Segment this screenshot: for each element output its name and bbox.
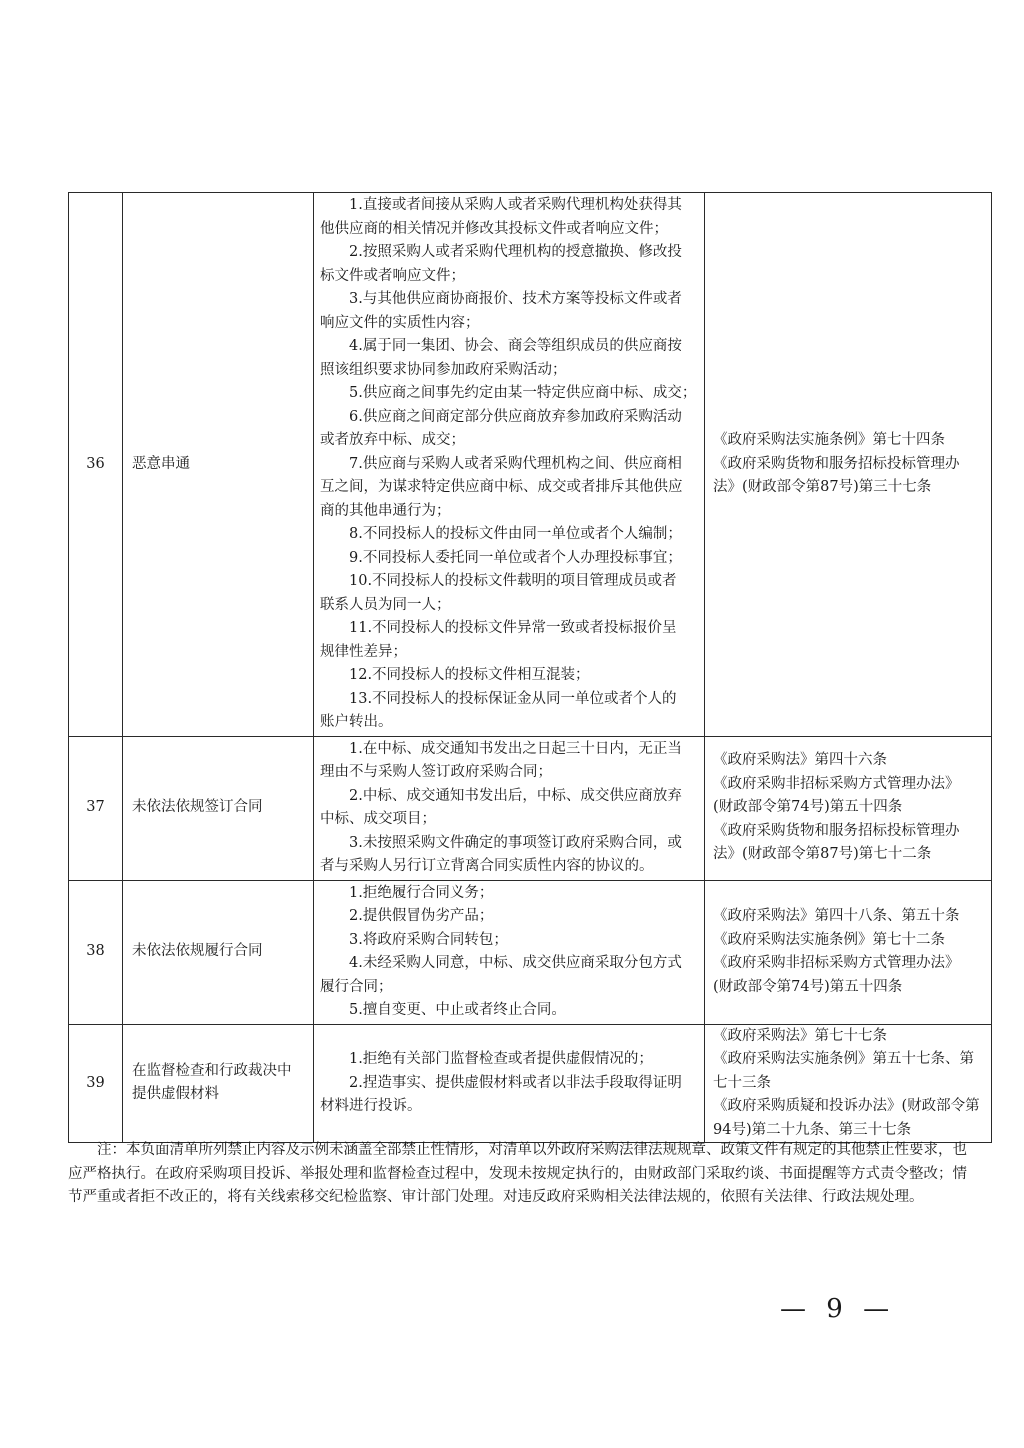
content-line: 照该组织要求协同参加政府采购活动； bbox=[320, 361, 567, 378]
content-line: 1.拒绝有关部门监督检查或者提供虚假情况的； bbox=[349, 1051, 653, 1067]
item-name-line: 在监督检查和行政裁决中 bbox=[132, 1062, 292, 1079]
legal-basis bbox=[705, 193, 992, 737]
content-line: 者与采购人另行订立背离合同实质性内容的协议的。 bbox=[320, 858, 654, 874]
page-number: — 9 — bbox=[780, 1294, 896, 1324]
table-row bbox=[69, 736, 992, 880]
footnote-line: 注：本负面清单所列禁止内容及示例未涵盖全部禁止性情形，对清单以外政府采购法律法规规章、政策文件有规定的其他禁止性要求，也 bbox=[97, 1142, 967, 1158]
content-line: 12.不同投标人的投标文件相互混装； bbox=[349, 667, 590, 683]
basis-line: 《政府采购货物和服务招标投标管理办 bbox=[713, 822, 960, 839]
content-line: 7.供应商与采购人或者采购代理机构之间、供应商相 bbox=[349, 455, 682, 472]
content-line: 3.将政府采购合同转包； bbox=[349, 931, 508, 948]
content-line: 11.不同投标人的投标文件异常一致或者投标报价呈 bbox=[349, 620, 677, 636]
content-line: 5.供应商之间事先约定由某一特定供应商中标、成交； bbox=[349, 385, 697, 401]
content-line: 2.按照采购人或者采购代理机构的授意撤换、修改投 bbox=[349, 244, 682, 260]
item-content bbox=[314, 880, 705, 1024]
basis-line: 《政府采购法实施条例》第五十七条、第 bbox=[713, 1051, 974, 1067]
basis-line: 《政府采购非招标采购方式管理办法》 bbox=[713, 955, 960, 971]
content-line: 规律性差异； bbox=[320, 643, 407, 660]
legal-basis bbox=[705, 880, 992, 1024]
footnote-line: 应严格执行。在政府采购项目投诉、举报处理和监督检查过程中，发现未按规定执行的，由财政部门采取约谈、书面提醒等方式责令整改；情 bbox=[68, 1165, 967, 1182]
content-line: 10.不同投标人的投标文件载明的项目管理成员或者 bbox=[349, 573, 677, 589]
content-line: 3.与其他供应商协商报价、技术方案等投标文件或者 bbox=[349, 291, 682, 307]
content-line: 履行合同； bbox=[320, 978, 393, 995]
basis-line: 《政府采购法》第四十八条、第五十条 bbox=[713, 908, 960, 924]
basis-line: 《政府采购非招标采购方式管理办法》 bbox=[713, 775, 960, 792]
content-line: 或者放弃中标、成交； bbox=[320, 432, 465, 448]
item-name: 未依法依规履行合同 bbox=[123, 880, 314, 1024]
basis-line: 法》(财政部令第87号)第三十七条 bbox=[713, 479, 932, 495]
basis-line: 94号)第二十九条、第三十七条 bbox=[713, 1121, 912, 1138]
content-line: 中标、成交项目； bbox=[320, 811, 436, 827]
content-line: 标文件或者响应文件； bbox=[320, 267, 465, 284]
content-line: 1.在中标、成交通知书发出之日起三十日内，无正当 bbox=[349, 740, 682, 757]
footnote bbox=[68, 1139, 967, 1210]
table-row bbox=[69, 880, 992, 1024]
content-line: 联系人员为同一人； bbox=[320, 596, 451, 613]
content-line: 他供应商的相关情况并修改其投标文件或者响应文件； bbox=[320, 220, 668, 237]
content-line: 互之间，为谋求特定供应商中标、成交或者排斥其他供应 bbox=[320, 479, 683, 495]
basis-line: 法》(财政部令第87号)第七十二条 bbox=[713, 846, 932, 863]
basis-line: 《政府采购法实施条例》第七十二条 bbox=[713, 931, 945, 948]
item-name: 未依法依规签订合同 bbox=[123, 736, 314, 880]
content-line: 材料进行投诉。 bbox=[320, 1098, 422, 1114]
content-line: 2.捏造事实、提供虚假材料或者以非法手段取得证明 bbox=[349, 1074, 682, 1091]
basis-line: 七十三条 bbox=[713, 1074, 771, 1091]
content-line: 6.供应商之间商定部分供应商放弃参加政府采购活动 bbox=[349, 408, 682, 425]
item-name bbox=[123, 1024, 314, 1143]
basis-line: 《政府采购法》第四十六条 bbox=[713, 752, 887, 769]
basis-line: 《政府采购货物和服务招标投标管理办 bbox=[713, 455, 960, 472]
item-name: 恶意串通 bbox=[123, 193, 314, 737]
row-number: 38 bbox=[69, 880, 123, 1024]
row-number: 37 bbox=[69, 736, 123, 880]
content-line: 8.不同投标人的投标文件由同一单位或者个人编制； bbox=[349, 526, 682, 542]
basis-line: (财政部令第74号)第五十四条 bbox=[713, 978, 903, 995]
content-line: 4.属于同一集团、协会、商会等组织成员的供应商按 bbox=[349, 338, 682, 354]
footnote-line: 节严重或者拒不改正的，将有关线索移交纪检监察、审计部门处理。对违反政府采购相关法律法规的，依照有关法律、行政法规处理。 bbox=[68, 1189, 924, 1205]
table-row bbox=[69, 193, 992, 737]
content-line: 5.擅自变更、中止或者终止合同。 bbox=[349, 1002, 566, 1018]
negative-list-table bbox=[68, 192, 992, 1143]
basis-line: 《政府采购质疑和投诉办法》(财政部令第 bbox=[713, 1098, 980, 1114]
content-line: 9.不同投标人委托同一单位或者个人办理投标事宜； bbox=[349, 549, 682, 566]
row-number: 36 bbox=[69, 193, 123, 737]
item-content bbox=[314, 193, 705, 737]
content-line: 商的其他串通行为； bbox=[320, 502, 451, 519]
content-line: 理由不与采购人签订政府采购合同； bbox=[320, 764, 552, 780]
content-line: 响应文件的实质性内容； bbox=[320, 314, 480, 331]
content-line: 1.拒绝履行合同义务； bbox=[349, 884, 494, 901]
legal-basis bbox=[705, 736, 992, 880]
content-line: 2.中标、成交通知书发出后，中标、成交供应商放弃 bbox=[349, 787, 682, 804]
content-line: 账户转出。 bbox=[320, 714, 393, 730]
basis-line: (财政部令第74号)第五十四条 bbox=[713, 799, 903, 816]
item-name-line: 提供虚假材料 bbox=[132, 1086, 219, 1103]
basis-line: 《政府采购法》第七十七条 bbox=[713, 1027, 887, 1044]
content-line: 3.未按照采购文件确定的事项签订政府采购合同，或 bbox=[349, 834, 682, 851]
item-content bbox=[314, 1024, 705, 1143]
content-line: 13.不同投标人的投标保证金从同一单位或者个人的 bbox=[349, 690, 677, 707]
table-row bbox=[69, 1024, 992, 1143]
content-line: 4.未经采购人同意，中标、成交供应商采取分包方式 bbox=[349, 955, 682, 971]
content-line: 1.直接或者间接从采购人或者采购代理机构处获得其 bbox=[349, 197, 682, 213]
basis-line: 《政府采购法实施条例》第七十四条 bbox=[713, 432, 945, 448]
legal-basis bbox=[705, 1024, 992, 1143]
content-line: 2.提供假冒伪劣产品； bbox=[349, 908, 494, 924]
row-number: 39 bbox=[69, 1024, 123, 1143]
item-content bbox=[314, 736, 705, 880]
